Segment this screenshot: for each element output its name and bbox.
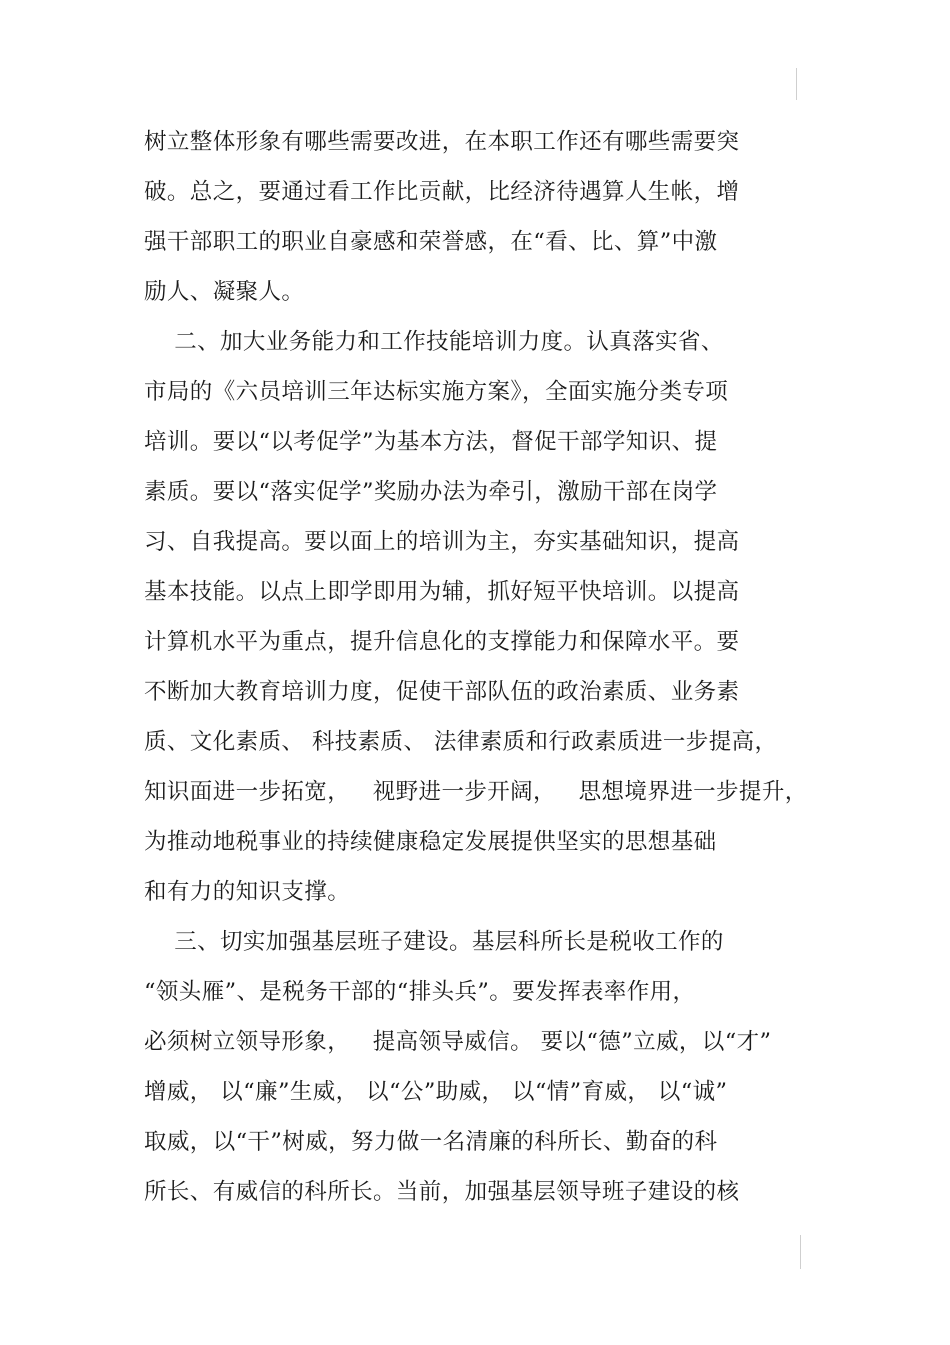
text-line: “领头雁”、是税务干部的“排头兵”。要发挥表率作用， [144,979,696,1005]
text-line: 树立整体形象有哪些需要改进，在本职工作还有哪些需要突 [144,129,740,155]
text-line: 质、文化素质、 科技素质、 法律素质和行政素质进一步提高， [144,729,778,755]
text-line: 不断加大教育培训力度，促使干部队伍的政治素质、业务素 [144,679,740,705]
text-line: 知识面进一步拓宽， 视野进一步开阔， 思想境界进一步提升， [144,779,808,805]
paragraph-heading-line: 三、切实加强基层班子建设。基层科所长是税收工作的 [144,929,724,955]
text-line: 计算机水平为重点，提升信息化的支撑能力和保障水平。要 [144,629,740,655]
text-line: 习、自我提高。要以面上的培训为主，夯实基础知识，提高 [144,529,740,555]
text-line: 必须树立领导形象， 提高领导威信。 要以“德”立威，以“才” [144,1029,772,1055]
text-line: 强干部职工的职业自豪感和荣誉感，在“看、比、算”中激 [144,229,718,255]
text-line: 增威， 以“廉”生威， 以“公”助威， 以“情”育威， 以“诚” [144,1079,728,1105]
text-line: 基本技能。以点上即学即用为辅，抓好短平快培训。以提高 [144,579,740,605]
text-line: 破。总之，要通过看工作比贡献，比经济待遇算人生帐，增 [144,179,740,205]
page-corner-mark-top [796,68,797,100]
text-line: 市局的《六员培训三年达标实施方案》，全面实施分类专项 [144,379,729,405]
text-line: 和有力的知识支撑。 [144,879,351,905]
text-line: 培训。要以“以考促学”为基本方法，督促干部学知识、提 [144,429,718,455]
text-line: 为推动地税事业的持续健康稳定发展提供坚实的思想基础 [144,829,717,855]
text-line: 素质。要以“落实促学”奖励办法为牵引，激励干部在岗学 [144,479,718,505]
text-line: 励人、凝聚人。 [144,279,305,305]
text-line: 所长、有威信的科所长。当前，加强基层领导班子建设的核 [144,1179,740,1205]
text-line: 取威，以“干”树威，努力做一名清廉的科所长、勤奋的科 [144,1129,718,1155]
page-corner-mark-bottom [800,1235,801,1269]
paragraph-heading-line: 二、加大业务能力和工作技能培训力度。认真落实省、 [144,329,724,355]
